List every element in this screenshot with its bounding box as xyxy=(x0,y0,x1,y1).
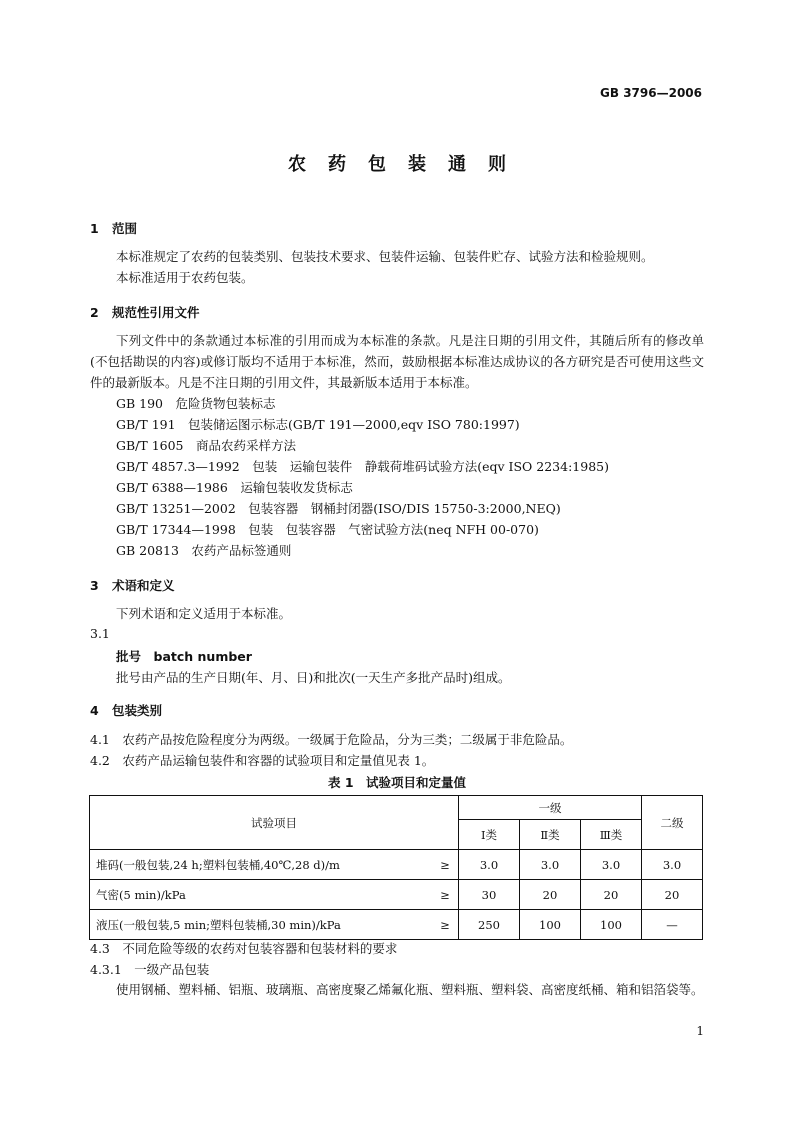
standard-number: GB 3796—2006 xyxy=(600,86,702,100)
section-2-heading xyxy=(90,303,200,321)
section-1-scope: 本标准适用于农药包装。 xyxy=(116,270,254,285)
section-1-text: 本标准规定了农药的包装类别、包装技术要求、包装件运输、包装件贮存、试验方法和检验规则。 xyxy=(116,249,654,264)
reference-item: GB 20813 农药产品标签通则 xyxy=(116,543,292,558)
section-4-heading xyxy=(90,701,162,719)
clause-4-3: 4.3 不同危险等级的农药对包装容器和包装材料的要求 xyxy=(90,941,398,956)
section-2-intro: 下列文件中的条款通过本标准的引用而成为本标准的条款。凡是注日期的引用文件，其随后所有的修改单(不包括勘误的内容)或修订版均不适用于本标准，然而，鼓励根据本标准达成协议的各方研究是否可使用这些文件的最新版本。凡是不注日期的引用文件，其最新版本适用于本标准。 xyxy=(90,333,704,390)
cell-value: 100 xyxy=(581,910,642,940)
page-number: 1 xyxy=(696,1024,704,1038)
reference-item: GB/T 17344—1998 包装 包装容器 气密试验方法(neq NFH 00-070) xyxy=(116,522,539,537)
cell-value: 3.0 xyxy=(642,850,703,880)
row-operator: ≥ xyxy=(432,880,459,910)
row-operator: ≥ xyxy=(432,910,459,940)
column-header-class: Ⅱ类 xyxy=(520,820,581,850)
subsection-number: 3.1 xyxy=(90,626,110,641)
cell-value: 3.0 xyxy=(459,850,520,880)
cell-value: — xyxy=(642,910,703,940)
clause-4-2: 4.2 农药产品运输包装件和容器的试验项目和定量值见表 1。 xyxy=(90,753,435,768)
section-number: 4 xyxy=(90,703,99,718)
row-item: 液压(一般包装,5 min;塑料包装桶,30 min)/kPa xyxy=(90,910,433,940)
column-header-class: Ⅲ类 xyxy=(581,820,642,850)
clause-4-3-1-text: 使用钢桶、塑料桶、铝瓶、玻璃瓶、高密度聚乙烯氟化瓶、塑料瓶、塑料袋、高密度纸桶、箱和铝箔袋等。 xyxy=(116,982,704,997)
reference-item: GB/T 1605 商品农药采样方法 xyxy=(116,438,297,453)
column-header-item: 试验项目 xyxy=(90,796,459,850)
section-title: 术语和定义 xyxy=(112,578,175,593)
reference-item: GB/T 4857.3—1992 包装 运输包装件 静载荷堆码试验方法(eqv ISO 2234:1985) xyxy=(116,459,609,474)
term-heading: 批号 batch number xyxy=(116,649,252,664)
section-number: 3 xyxy=(90,578,99,593)
test-values-table xyxy=(89,795,703,940)
row-item: 堆码(一般包装,24 h;塑料包装桶,40℃,28 d)/m xyxy=(90,850,433,880)
row-item: 气密(5 min)/kPa xyxy=(90,880,433,910)
cell-value: 3.0 xyxy=(520,850,581,880)
clause-4-1: 4.1 农药产品按危险程度分为两级。一级属于危险品，分为三类；二级属于非危险品。 xyxy=(90,732,573,747)
reference-item: GB/T 6388—1986 运输包装收发货标志 xyxy=(116,480,353,495)
section-title: 范围 xyxy=(112,221,138,236)
reference-item: GB/T 13251—2002 包装容器 钢桶封闭器(ISO/DIS 15750-3:2000,NEQ) xyxy=(116,501,561,516)
section-number: 1 xyxy=(90,221,99,236)
column-header-class: Ⅰ类 xyxy=(459,820,520,850)
term-definition: 批号由产品的生产日期(年、月、日)和批次(一天生产多批产品时)组成。 xyxy=(116,670,511,685)
table-caption: 表 1 试验项目和定量值 xyxy=(327,775,467,790)
section-3-heading xyxy=(90,576,175,594)
cell-value: 3.0 xyxy=(581,850,642,880)
section-title: 包装类别 xyxy=(112,703,163,718)
section-3-intro: 下列术语和定义适用于本标准。 xyxy=(116,606,292,621)
page-title: 农药包装通则 xyxy=(288,154,528,175)
section-number: 2 xyxy=(90,305,99,320)
cell-value: 20 xyxy=(520,880,581,910)
column-header-level2: 二级 xyxy=(642,796,703,850)
cell-value: 20 xyxy=(581,880,642,910)
table-row xyxy=(90,850,703,880)
reference-item: GB 190 危险货物包装标志 xyxy=(116,396,276,411)
cell-value: 20 xyxy=(642,880,703,910)
table-row xyxy=(90,910,703,940)
reference-item: GB/T 191 包装储运图示标志(GB/T 191—2000,eqv ISO 780:1997) xyxy=(116,417,520,432)
cell-value: 30 xyxy=(459,880,520,910)
row-operator: ≥ xyxy=(432,850,459,880)
table-row xyxy=(90,880,703,910)
cell-value: 100 xyxy=(520,910,581,940)
clause-4-3-1: 4.3.1 一级产品包装 xyxy=(90,962,210,977)
column-header-level1: 一级 xyxy=(459,796,642,820)
section-1-heading xyxy=(90,219,137,237)
cell-value: 250 xyxy=(459,910,520,940)
section-title: 规范性引用文件 xyxy=(112,305,200,320)
